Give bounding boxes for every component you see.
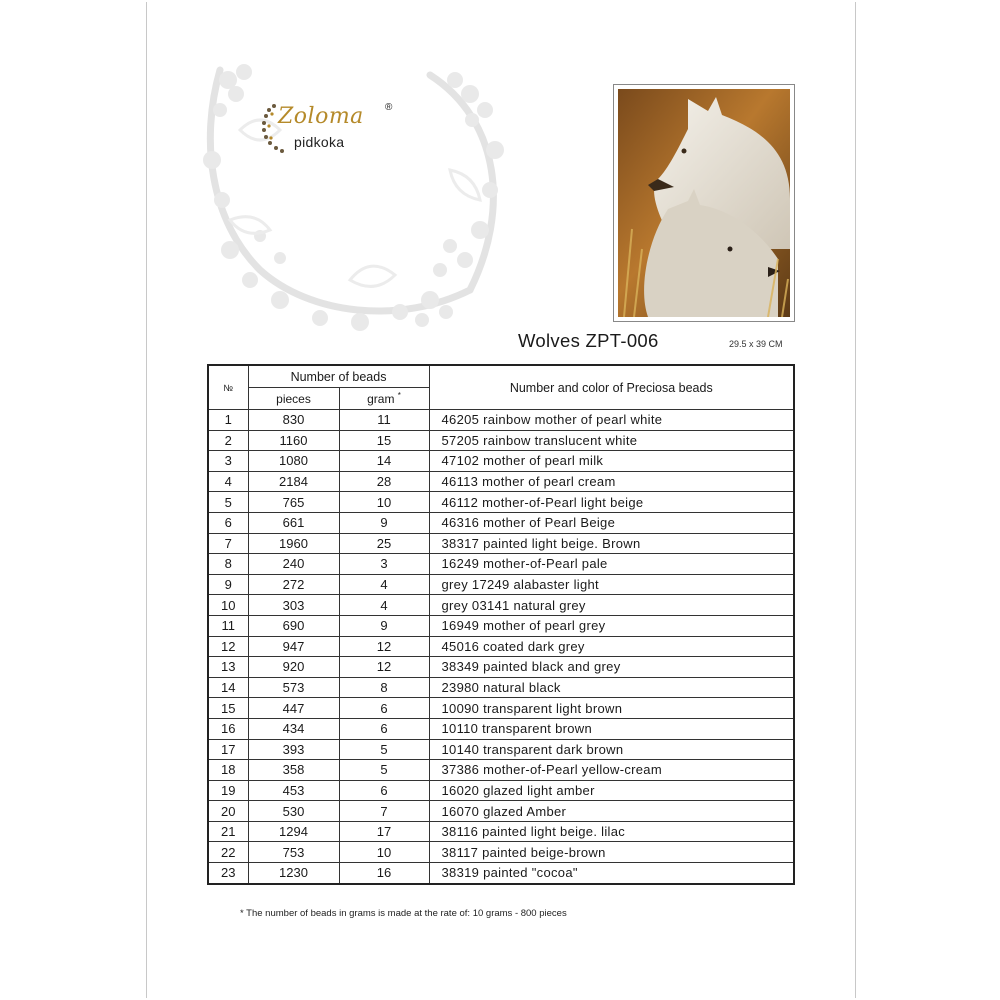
cell-gram: 7 [339,801,429,822]
table-row [208,595,794,616]
cell-color: 10140 transparent dark brown [429,739,794,760]
cell-pieces: 947 [248,636,339,657]
cell-pieces: 830 [248,410,339,431]
cell-pieces: 1160 [248,430,339,451]
table-row [208,760,794,781]
table-row [208,657,794,678]
table-row [208,739,794,760]
table-row [208,821,794,842]
cell-number: 11 [208,615,248,636]
cell-number: 12 [208,636,248,657]
cell-gram: 10 [339,842,429,863]
cell-gram: 6 [339,698,429,719]
header-color: Number and color of Preciosa beads [429,365,794,410]
cell-pieces: 240 [248,554,339,575]
cell-color: 10110 transparent brown [429,718,794,739]
table-row [208,451,794,472]
cell-gram: 4 [339,574,429,595]
cell-number: 1 [208,410,248,431]
table-row [208,554,794,575]
cell-pieces: 753 [248,842,339,863]
table-row [208,780,794,801]
cell-color: 46205 rainbow mother of pearl white [429,410,794,431]
cell-color: 38319 painted "cocoa" [429,863,794,884]
cell-pieces: 1294 [248,821,339,842]
cell-gram: 12 [339,657,429,678]
header-number-of-beads: Number of beads [248,365,429,388]
cell-gram: 3 [339,554,429,575]
cell-color: 46113 mother of pearl cream [429,471,794,492]
cell-pieces: 272 [248,574,339,595]
floral-ornament [200,50,510,340]
cell-color: 38317 painted light beige. Brown [429,533,794,554]
cell-gram: 6 [339,780,429,801]
cell-color: 46112 mother-of-Pearl light beige [429,492,794,513]
table-row [208,471,794,492]
cell-gram: 12 [339,636,429,657]
page-title: Wolves ZPT-006 [518,330,659,351]
cell-number: 18 [208,760,248,781]
cell-color: 45016 coated dark grey [429,636,794,657]
cell-number: 5 [208,492,248,513]
header-pieces: pieces [248,388,339,410]
cell-gram: 9 [339,615,429,636]
table-row [208,863,794,884]
wolves-artwork [618,89,790,317]
cell-gram: 15 [339,430,429,451]
cell-gram: 16 [339,863,429,884]
brand-logo [258,98,403,160]
logo-subtitle: pidkoka [294,134,345,150]
table-row [208,842,794,863]
cell-pieces: 1080 [248,451,339,472]
cell-gram: 5 [339,739,429,760]
cell-number: 7 [208,533,248,554]
cell-pieces: 434 [248,718,339,739]
cell-gram: 6 [339,718,429,739]
cell-color: 23980 natural black [429,677,794,698]
cell-color: 16020 glazed light amber [429,780,794,801]
cell-color: 57205 rainbow translucent white [429,430,794,451]
table-row [208,430,794,451]
cell-color: 38117 painted beige-brown [429,842,794,863]
cell-pieces: 1960 [248,533,339,554]
cell-number: 10 [208,595,248,616]
cell-pieces: 303 [248,595,339,616]
registered-mark: ® [385,102,393,113]
table-row [208,698,794,719]
cell-gram: 17 [339,821,429,842]
cell-number: 13 [208,657,248,678]
cell-number: 16 [208,718,248,739]
cell-number: 22 [208,842,248,863]
cell-color: 47102 mother of pearl milk [429,451,794,472]
cell-color: 16949 mother of pearl grey [429,615,794,636]
cell-color: grey 17249 alabaster light [429,574,794,595]
cell-gram: 10 [339,492,429,513]
table-row [208,492,794,513]
table-row [208,615,794,636]
table-row [208,512,794,533]
cell-pieces: 765 [248,492,339,513]
cell-gram: 11 [339,410,429,431]
cell-gram: 9 [339,512,429,533]
cell-pieces: 530 [248,801,339,822]
cell-number: 19 [208,780,248,801]
cell-number: 14 [208,677,248,698]
footnote: * The number of beads in grams is made at the rate of: 10 grams - 800 pieces [240,908,567,919]
cell-pieces: 661 [248,512,339,533]
cell-color: grey 03141 natural grey [429,595,794,616]
cell-pieces: 393 [248,739,339,760]
cell-number: 9 [208,574,248,595]
cell-number: 20 [208,801,248,822]
cell-number: 8 [208,554,248,575]
cell-gram: 14 [339,451,429,472]
table-row [208,718,794,739]
table-row [208,410,794,431]
cell-number: 6 [208,512,248,533]
cell-number: 2 [208,430,248,451]
cell-color: 46316 mother of Pearl Beige [429,512,794,533]
cell-gram: 25 [339,533,429,554]
cell-number: 17 [208,739,248,760]
product-image-frame [613,84,795,322]
cell-color: 10090 transparent light brown [429,698,794,719]
cell-color: 38349 painted black and grey [429,657,794,678]
cell-pieces: 2184 [248,471,339,492]
header-number: № [208,365,248,410]
cell-gram: 28 [339,471,429,492]
cell-pieces: 690 [248,615,339,636]
cell-pieces: 1230 [248,863,339,884]
table-row [208,636,794,657]
header-gram [339,388,429,410]
cell-number: 23 [208,863,248,884]
table-row [208,677,794,698]
table-body [208,410,794,884]
cell-number: 15 [208,698,248,719]
cell-pieces: 573 [248,677,339,698]
table-row [208,533,794,554]
cell-color: 38116 painted light beige. lilac [429,821,794,842]
header-gram-label: gram [367,392,395,406]
cell-pieces: 453 [248,780,339,801]
cell-pieces: 358 [248,760,339,781]
table-row [208,574,794,595]
size-label: 29.5 x 39 CM [729,339,783,349]
cell-number: 4 [208,471,248,492]
footnote-mark: * [397,391,401,400]
cell-gram: 8 [339,677,429,698]
table-row [208,801,794,822]
cell-gram: 5 [339,760,429,781]
cell-pieces: 920 [248,657,339,678]
cell-color: 37386 mother-of-Pearl yellow-cream [429,760,794,781]
logo-name: Zoloma [278,104,364,129]
cell-color: 16070 glazed Amber [429,801,794,822]
beads-table [207,364,795,885]
cell-pieces: 447 [248,698,339,719]
cell-number: 21 [208,821,248,842]
cell-number: 3 [208,451,248,472]
cell-color: 16249 mother-of-Pearl pale [429,554,794,575]
cell-gram: 4 [339,595,429,616]
